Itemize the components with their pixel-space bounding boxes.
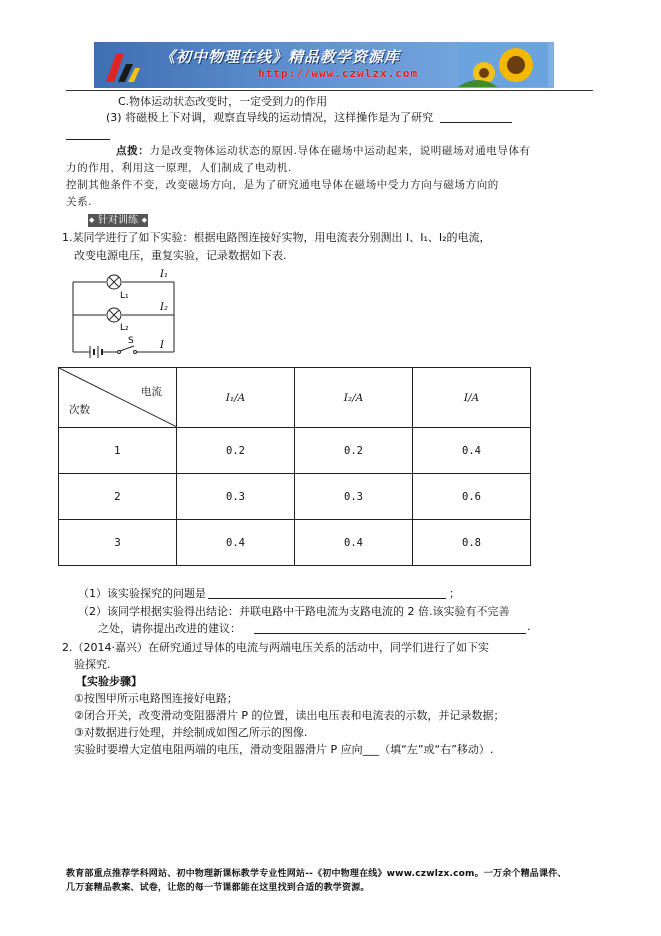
circuit-diagram <box>68 268 208 360</box>
table-cell: 3 <box>59 520 177 566</box>
tip-line-2: 力的作用，利用这一原理，人们制成了电动机. <box>66 162 292 174</box>
problem-2-question: 实验时要增大定值电阻两端的电压，滑动变阻器滑片 P 应向___（填“左”或“右”移动）. <box>74 743 494 756</box>
lamp-l1-icon <box>107 275 121 289</box>
header-text-i2: I₂/A <box>343 391 364 404</box>
data-table <box>58 367 531 566</box>
practice-tag: ◆ 针对训练 ◆ <box>88 214 148 227</box>
question-3: (3) 将磁极上下对调，观察直导线的运动情况，这样操作是为了研究 <box>106 111 434 124</box>
header-rule <box>66 90 593 91</box>
answer-blank-p1-q1[interactable] <box>208 598 446 599</box>
header-text-i1: I₁/A <box>225 391 246 404</box>
step-1: ①按图甲所示电路图连接好电路； <box>74 692 238 705</box>
table-cell: 0.2 <box>177 428 295 474</box>
problem-1-q2-end: . <box>527 620 531 633</box>
tip-line-4: 关系. <box>66 196 93 208</box>
banner-url[interactable]: http://www.czwlzx.com <box>258 67 419 80</box>
table-cell: 0.6 <box>413 474 531 520</box>
lamp-l2-icon <box>107 308 121 322</box>
banner-title: 《初中物理在线》精品教学资源库 <box>160 48 401 66</box>
problem-1-q1-end: ； <box>449 587 460 600</box>
label-s: S <box>128 336 134 346</box>
table-cell: 0.4 <box>177 520 295 566</box>
step-3: ③对数据进行处理，并绘制成如图乙所示的图像. <box>74 726 308 739</box>
problem-2-line-2: 验探究. <box>74 658 111 671</box>
switch-icon <box>118 346 137 354</box>
table-cell: 0.2 <box>295 428 413 474</box>
battery-icon <box>90 346 102 358</box>
label-i2: I₂ <box>160 302 168 313</box>
footer-line-1: 教育部重点推荐学科网站、初中物理新课标教学专业性网站--《初中物理在线》www.czwlzx.com。一万余个精品课件、 <box>66 869 567 879</box>
problem-1-q2-line-2: 之处，请你提出改进的建议： <box>98 622 241 635</box>
corner-label-current: 电流 <box>141 386 162 398</box>
label-i1: I₁ <box>160 269 168 280</box>
tip-line-1 <box>116 143 531 158</box>
label-l2: L₂ <box>120 323 129 333</box>
table-cell: 2 <box>59 474 177 520</box>
table-header-i1 <box>177 368 295 428</box>
table-cell: 0.4 <box>413 428 531 474</box>
table-cell: 0.4 <box>295 520 413 566</box>
sunflower-icon <box>458 43 548 87</box>
table-row <box>59 428 531 474</box>
corner-label-trial: 次数 <box>69 404 90 416</box>
label-i: I <box>160 340 164 351</box>
problem-2-line-1: 2.（2014·嘉兴）在研究通过导体的电流与两端电压关系的活动中，同学们进行了如下实 <box>62 641 489 654</box>
answer-blank-q3-cont[interactable] <box>66 139 110 140</box>
table-header-i <box>413 368 531 428</box>
tip-text-1: 力是改变物体运动状态的原因.导体在磁场中运动起来，说明磁场对通电导体有 <box>149 145 531 157</box>
steps-title: 【实验步骤】 <box>76 675 142 688</box>
header-banner <box>94 42 554 88</box>
tip-label: 点拨： <box>116 145 150 157</box>
option-c: C.物体运动状态改变时，一定受到力的作用 <box>118 95 328 108</box>
answer-blank-q3[interactable] <box>440 122 512 123</box>
table-header-i2 <box>295 368 413 428</box>
table-corner-cell <box>59 368 177 428</box>
table-row <box>59 520 531 566</box>
tip-line-3: 控制其他条件不变，改变磁场方向，是为了研究通电导体在磁场中受力方向与磁场方向的 <box>66 179 499 191</box>
problem-1-q2-line-1: （2）该同学根据实验得出结论：并联电路中干路电流为支路电流的 2 倍.该实验有不完善 <box>78 605 510 618</box>
table-row <box>59 474 531 520</box>
table-cell: 0.3 <box>295 474 413 520</box>
site-logo-icon <box>102 46 142 86</box>
table-cell: 0.8 <box>413 520 531 566</box>
answer-blank-p1-q2[interactable] <box>254 633 526 634</box>
step-2: ②闭合开关，改变滑动变阻器滑片 P 的位置，读出电压表和电流表的示数，并记录数据； <box>74 709 505 722</box>
problem-1-line-1: 1.某同学进行了如下实验：根据电路图连接好实物，用电流表分别测出 I、I₁、I₂的电流， <box>62 231 491 244</box>
table-cell: 1 <box>59 428 177 474</box>
table-cell: 0.3 <box>177 474 295 520</box>
table-header-row <box>59 368 531 428</box>
header-text-i: I/A <box>463 391 480 404</box>
problem-1-q1: （1）该实验探究的问题是 <box>78 587 206 600</box>
footer-line-2: 几万套精品教案、试卷，让您的每一节课都能在这里找到合适的教学资源。 <box>66 883 370 893</box>
label-l1: L₁ <box>120 291 129 301</box>
problem-1-line-2: 改变电源电压，重复实验，记录数据如下表. <box>74 249 287 262</box>
